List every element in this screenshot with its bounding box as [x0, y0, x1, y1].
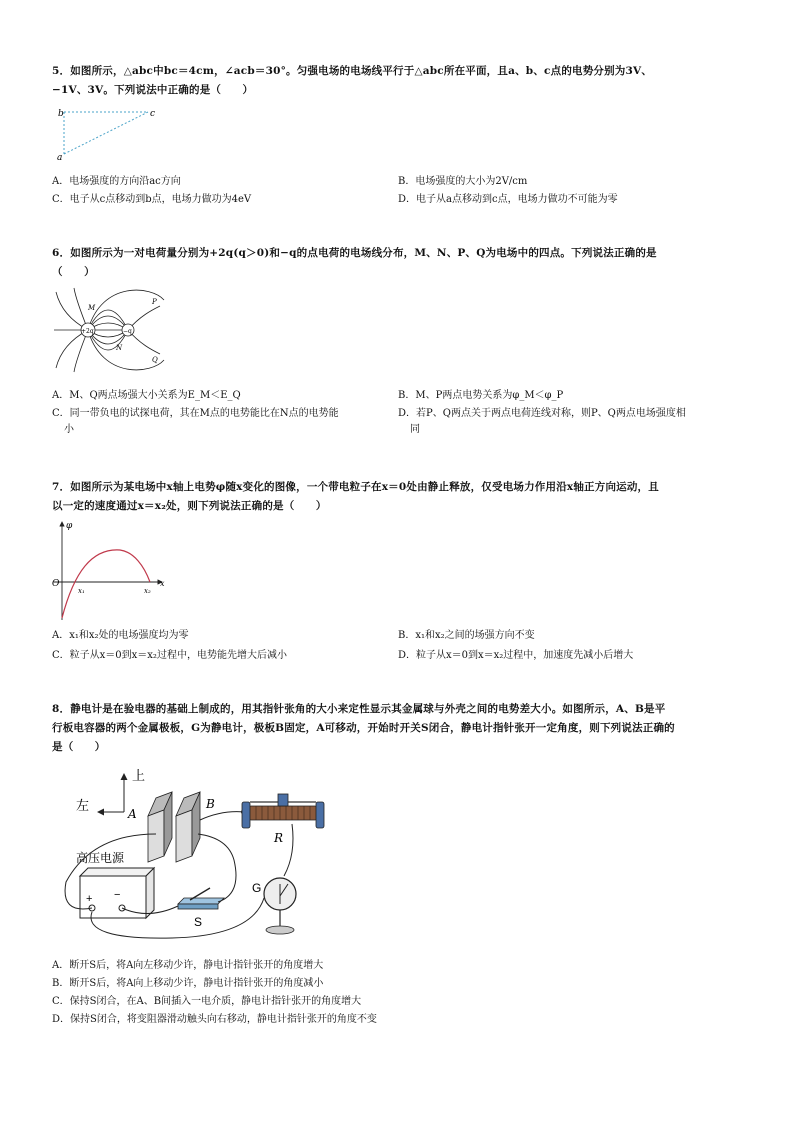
q7-option-b[interactable]: B．x₁和x₂之间的场强方向不变 — [398, 630, 535, 641]
q6-label-N: N — [116, 344, 123, 352]
q8-label-G: G — [252, 881, 262, 895]
q5-stem-line1: 5．如图所示，△abc中bc＝4cm，∠acb＝30°。匀强电场的电场线平行于△abc所在平面，且a、b、c点的电势分别为3V、 — [52, 65, 653, 77]
q7-option-c[interactable]: C．粒子从x＝0到x＝x₂过程中，电势能先增大后减小 — [52, 650, 287, 661]
q8-stem — [52, 700, 752, 757]
q7-label-phi: φ — [66, 521, 73, 531]
q6-stem-line2: （ ） — [52, 266, 95, 278]
q6-option-b[interactable]: B．M、P两点电势关系为φ_M＜φ_P — [398, 390, 564, 401]
q8-label-plus: + — [86, 893, 93, 905]
q8-label-S: S — [194, 915, 203, 929]
q6-stem-line1: 6．如图所示为一对电荷量分别为+2q(q＞0)和−q的点电荷的电场线分布，M、N、P、Q为电场中的四点。下列说法正确的是 — [52, 247, 657, 259]
q5-option-d[interactable]: D．电子从a点移动到c点，电场力做功不可能为零 — [398, 194, 618, 205]
q8-label-A: A — [128, 807, 137, 821]
q6-option-d-line1: D．若P、Q两点关于两点电荷连线对称，则P、Q两点电场强度相 — [398, 408, 686, 419]
q7-label-x1: x₁ — [78, 587, 85, 595]
q6-label-M: M — [88, 304, 96, 312]
q5-option-c[interactable]: C．电子从c点移动到b点，电场力做功为4eV — [52, 194, 252, 205]
q8-stem-line3: 是（ ） — [52, 741, 106, 753]
q8-option-c[interactable]: C．保持S闭合，在A、B间插入一电介质，静电计指针张开的角度增大 — [52, 996, 362, 1007]
q8-label-left: 左 — [76, 798, 90, 813]
q7-potential-graph — [52, 518, 172, 622]
q8-circuit-figure — [52, 764, 352, 944]
q7-option-a[interactable]: A．x₁和x₂处的电场强度均为零 — [52, 630, 189, 641]
q7-stem-line2: 以一定的速度通过x＝x₂处，则下列说法正确的是（ ） — [52, 500, 327, 512]
q7-stem-line1: 7．如图所示为某电场中x轴上电势φ随x变化的图像，一个带电粒子在x＝0处由静止释放，仅受电场力作用沿x轴正方向运动，且 — [52, 481, 659, 493]
q7-label-x: x — [160, 579, 165, 588]
q5-label-c: c — [150, 109, 156, 119]
q5-label-b: b — [58, 109, 64, 119]
q7-label-origin: O — [52, 579, 60, 589]
q7-stem — [52, 478, 752, 516]
q5-stem-line2: −1V、3V。下列说法中正确的是（ ） — [52, 84, 254, 96]
q6-option-c-line2: 小 — [64, 424, 74, 435]
q8-stem-line1: 8．静电计是在验电器的基础上制成的，用其指针张角的大小来定性显示其金属球与外壳之间的电势差大小。如图所示，A、B是平 — [52, 703, 666, 715]
q6-option-a[interactable]: A．M、Q两点场强大小关系为E_M＜E_Q — [52, 390, 241, 401]
q5-option-a[interactable]: A．电场强度的方向沿ac方向 — [52, 176, 181, 187]
q8-label-R: R — [274, 831, 284, 845]
q8-stem-line2: 行板电容器的两个金属极板，G为静电计，极板B固定，A可移动，开始时开关S闭合，静电计指针张开一定角度，则下列说法正确的 — [52, 722, 675, 734]
q8-label-minus: − — [114, 889, 121, 901]
q7-label-x2: x₂ — [144, 587, 151, 595]
q6-label-negative: −q — [123, 328, 132, 335]
q6-stem — [52, 244, 752, 282]
q6-option-c-line1: C．同一带负电的试探电荷，其在M点的电势能比在N点的电势能 — [52, 408, 339, 419]
q5-triangle-figure — [52, 104, 162, 166]
q8-label-B: B — [206, 797, 215, 811]
q7-option-d[interactable]: D．粒子从x＝0到x＝x₂过程中，加速度先减小后增大 — [398, 650, 634, 661]
q5-label-a: a — [57, 153, 63, 163]
q5-option-b[interactable]: B．电场强度的大小为2V/cm — [398, 176, 528, 187]
q8-option-b[interactable]: B．断开S后，将A向上移动少许，静电计指针张开的角度减小 — [52, 978, 324, 989]
q8-option-a[interactable]: A．断开S后，将A向左移动少许，静电计指针张开的角度增大 — [52, 960, 324, 971]
q6-field-lines-figure — [52, 286, 172, 374]
q8-label-up: 上 — [132, 768, 146, 783]
q8-option-d[interactable]: D．保持S闭合，将变阻器滑动触头向右移动，静电计指针张开的角度不变 — [52, 1014, 377, 1025]
q6-label-positive: +2q — [81, 328, 94, 335]
q5-stem — [52, 62, 752, 100]
q6-option-c[interactable] — [52, 406, 382, 438]
q6-option-d[interactable] — [398, 406, 728, 438]
q6-label-Q: Q — [152, 356, 158, 364]
q8-label-source: 高压电源 — [76, 851, 125, 865]
q6-option-d-line2: 同 — [410, 424, 420, 435]
q6-label-P: P — [152, 298, 157, 306]
